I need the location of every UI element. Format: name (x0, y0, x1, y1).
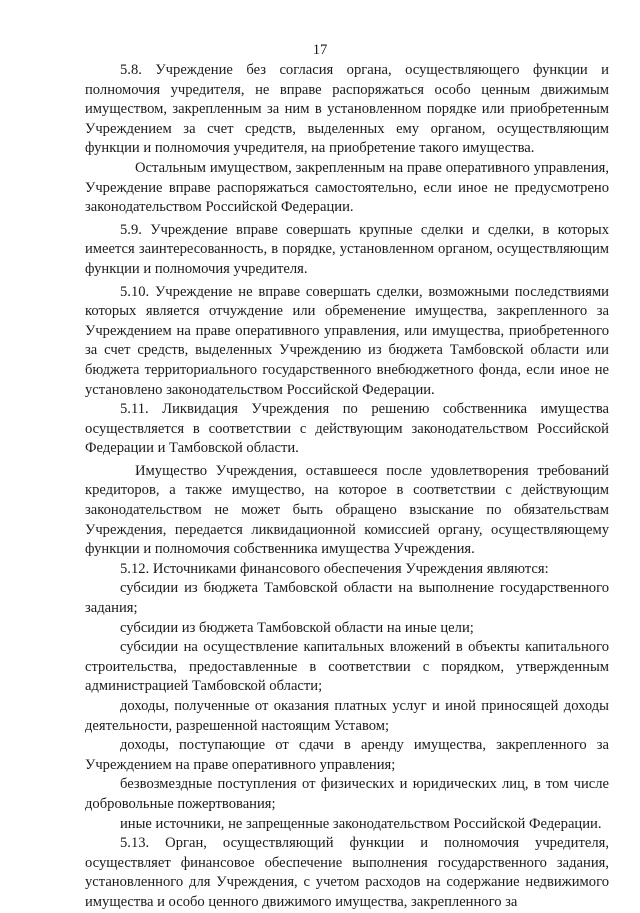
funding-source-item: доходы, поступающие от сдачи в аренду имущества, закрепленного за Учреждением на праве оперативного управления; (85, 737, 609, 773)
document-body (85, 61, 609, 913)
funding-source-item: иные источники, не запрещенные законодательством Российской Федерации. (120, 815, 602, 832)
clause-5-8-continuation: Остальным имуществом, закрепленным на праве оперативного управления, Учреждение вправе распоряжаться самостоятельно, если иное не предусмотрено законодательством Российской Федерации. (85, 159, 609, 216)
funding-source-item: субсидии из бюджета Тамбовской области на иные цели; (120, 619, 474, 636)
clause-5-11: 5.11. Ликвидация Учреждения по решению собственника имущества осуществляется в соответствии с действующим законодательством Российской Федерации и Тамбовской области. (85, 401, 609, 457)
funding-source-item: субсидии из бюджета Тамбовской области на выполнение государственного задания; (85, 580, 609, 617)
clause-5-10: 5.10. Учреждение не вправе совершать сделки, возможными последствиями которых является отчуждение или обременение имущества, закрепленного за Учреждением на праве оперативного управления, или имущества, приобретенного за счет средств, выделенных Учреждению из бюджета Тамбовской области или бюджета территориального государственного внебюджетного фонда, если иное не установлено законодательством Российской Федерации. (85, 283, 609, 398)
clause-5-11-continuation: Имущество Учреждения, оставшееся после удовлетворения требований кредиторов, а также имущество, на которое в соответствии с действующим законодательством не может быть обращено взыскание по обязательствам Учреждения, передается ликвидационной комиссией органу, осуществляющему функции и полномочия собственника имущества Учреждения. (85, 462, 609, 558)
funding-source-item: субсидии на осуществление капитальных вложений в объекты капитального строительства, предоставленные в соответствии с порядком, утвержденным администрацией Тамбовской области; (85, 639, 609, 695)
page-number: 17 (312, 42, 328, 58)
clause-5-12: 5.12. Источниками финансового обеспечения Учреждения являются: (120, 560, 549, 577)
clause-5-9: 5.9. Учреждение вправе совершать крупные сделки и сделки, в которых имеется заинтересованность, в порядке, установленном органом, осуществляющим функции и полномочия учредителя. (85, 221, 609, 277)
clause-5-13: 5.13. Орган, осуществляющий функции и полномочия учредителя, осуществляет финансовое обеспечение выполнения государственного задания, установленного для Учреждения, с учетом расходов на содержание недвижимого имущества и особо ценного движимого имущества, закрепленного за (85, 835, 609, 910)
funding-source-item: доходы, полученные от оказания платных услуг и иной приносящей доходы деятельности, разрешенной настоящим Уставом; (85, 698, 609, 734)
funding-source-item: безвозмездные поступления от физических и юридических лиц, в том числе добровольные пожертвования; (85, 776, 609, 812)
clause-5-8: 5.8. Учреждение без согласия органа, осуществляющего функции и полномочия учредителя, не вправе распоряжаться особо ценным движимым имуществом, закрепленным за ним в установленном порядке или приобретенным Учреждением за счет средств, выделенных ему органом, осуществляющим функции и полномочия учредителя, на приобретение такого имущества. (85, 62, 609, 157)
